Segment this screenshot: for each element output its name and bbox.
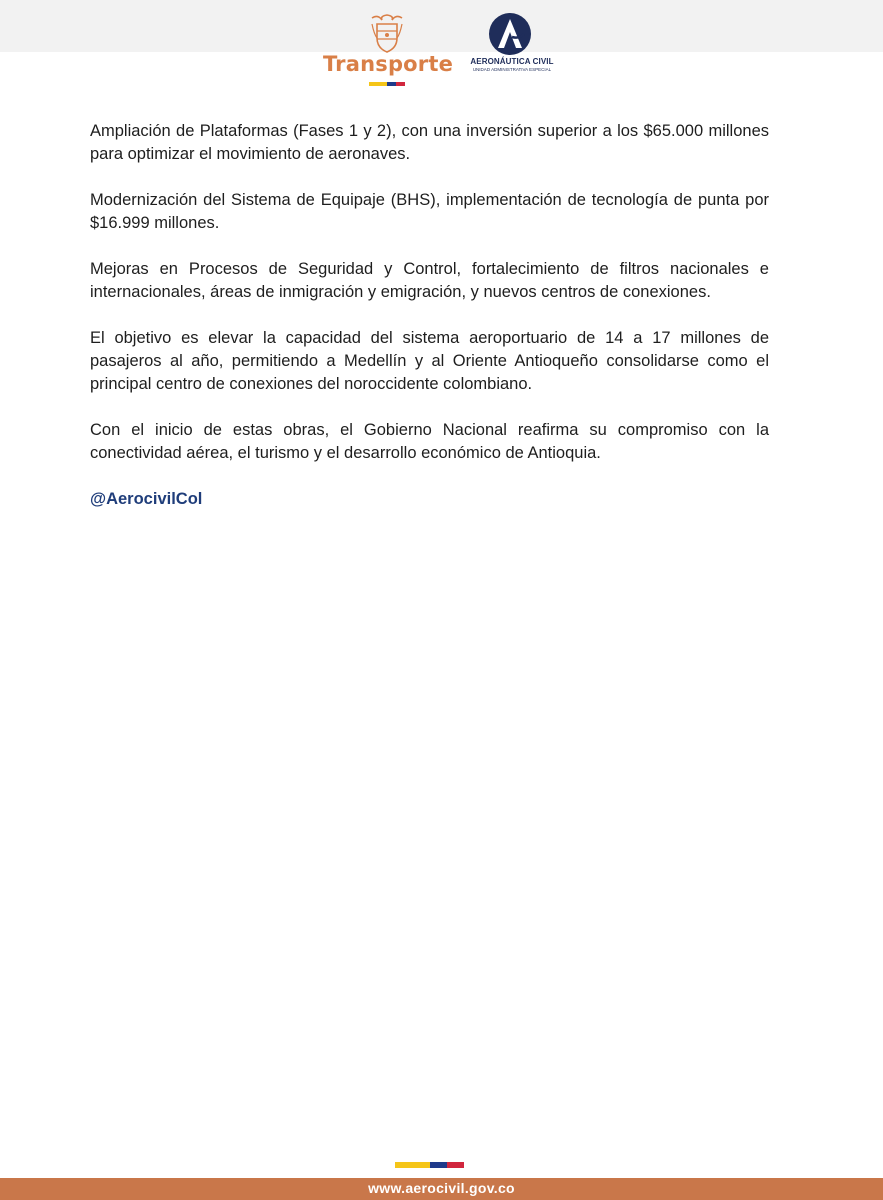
paragraph: Ampliación de Plataformas (Fases 1 y 2), con una inversión superior a los $65.000 millones para optimizar el movimiento de aeronaves. [90, 122, 769, 163]
colombia-flag-stripe [369, 82, 405, 86]
social-handle[interactable]: @AerocivilCol [90, 490, 203, 508]
footer-url-link[interactable]: www.aerocivil.gov.co [368, 1180, 515, 1196]
paragraph: El objetivo es elevar la capacidad del sistema aeroportuario de 14 a 17 millones de pasajeros al año, permitiendo a Medellín y al Oriente Antioqueño consolidarse como el principal centro de conexiones del noroccidente colombiano. [90, 329, 769, 393]
transporte-brand-text: Transporte [322, 52, 454, 76]
paragraph: Mejoras en Procesos de Seguridad y Control, fortalecimiento de filtros nacionales e internacionales, áreas de inmigración y emigración, y nuevos centros de conexiones. [90, 260, 769, 301]
aerocivil-logo [466, 12, 566, 78]
aerocivil-a-logo-icon [488, 12, 532, 56]
aerocivil-subtitle: UNIDAD ADMINISTRATIVA ESPECIAL [472, 67, 552, 72]
aerocivil-name: AERONÁUTICA CIVIL [470, 57, 554, 66]
paragraph: Con el inicio de estas obras, el Gobierno Nacional reafirma su compromiso con la conectividad aérea, el turismo y el desarrollo económico de Antioquia. [90, 421, 769, 462]
transporte-logo [322, 10, 454, 90]
document-body [90, 120, 769, 534]
colombia-flag-stripe-footer [395, 1162, 464, 1168]
footer-band [0, 1178, 883, 1200]
paragraph: Modernización del Sistema de Equipaje (BHS), implementación de tecnología de punta por $16.999 millones. [90, 191, 769, 232]
coat-of-arms-icon [368, 12, 406, 56]
